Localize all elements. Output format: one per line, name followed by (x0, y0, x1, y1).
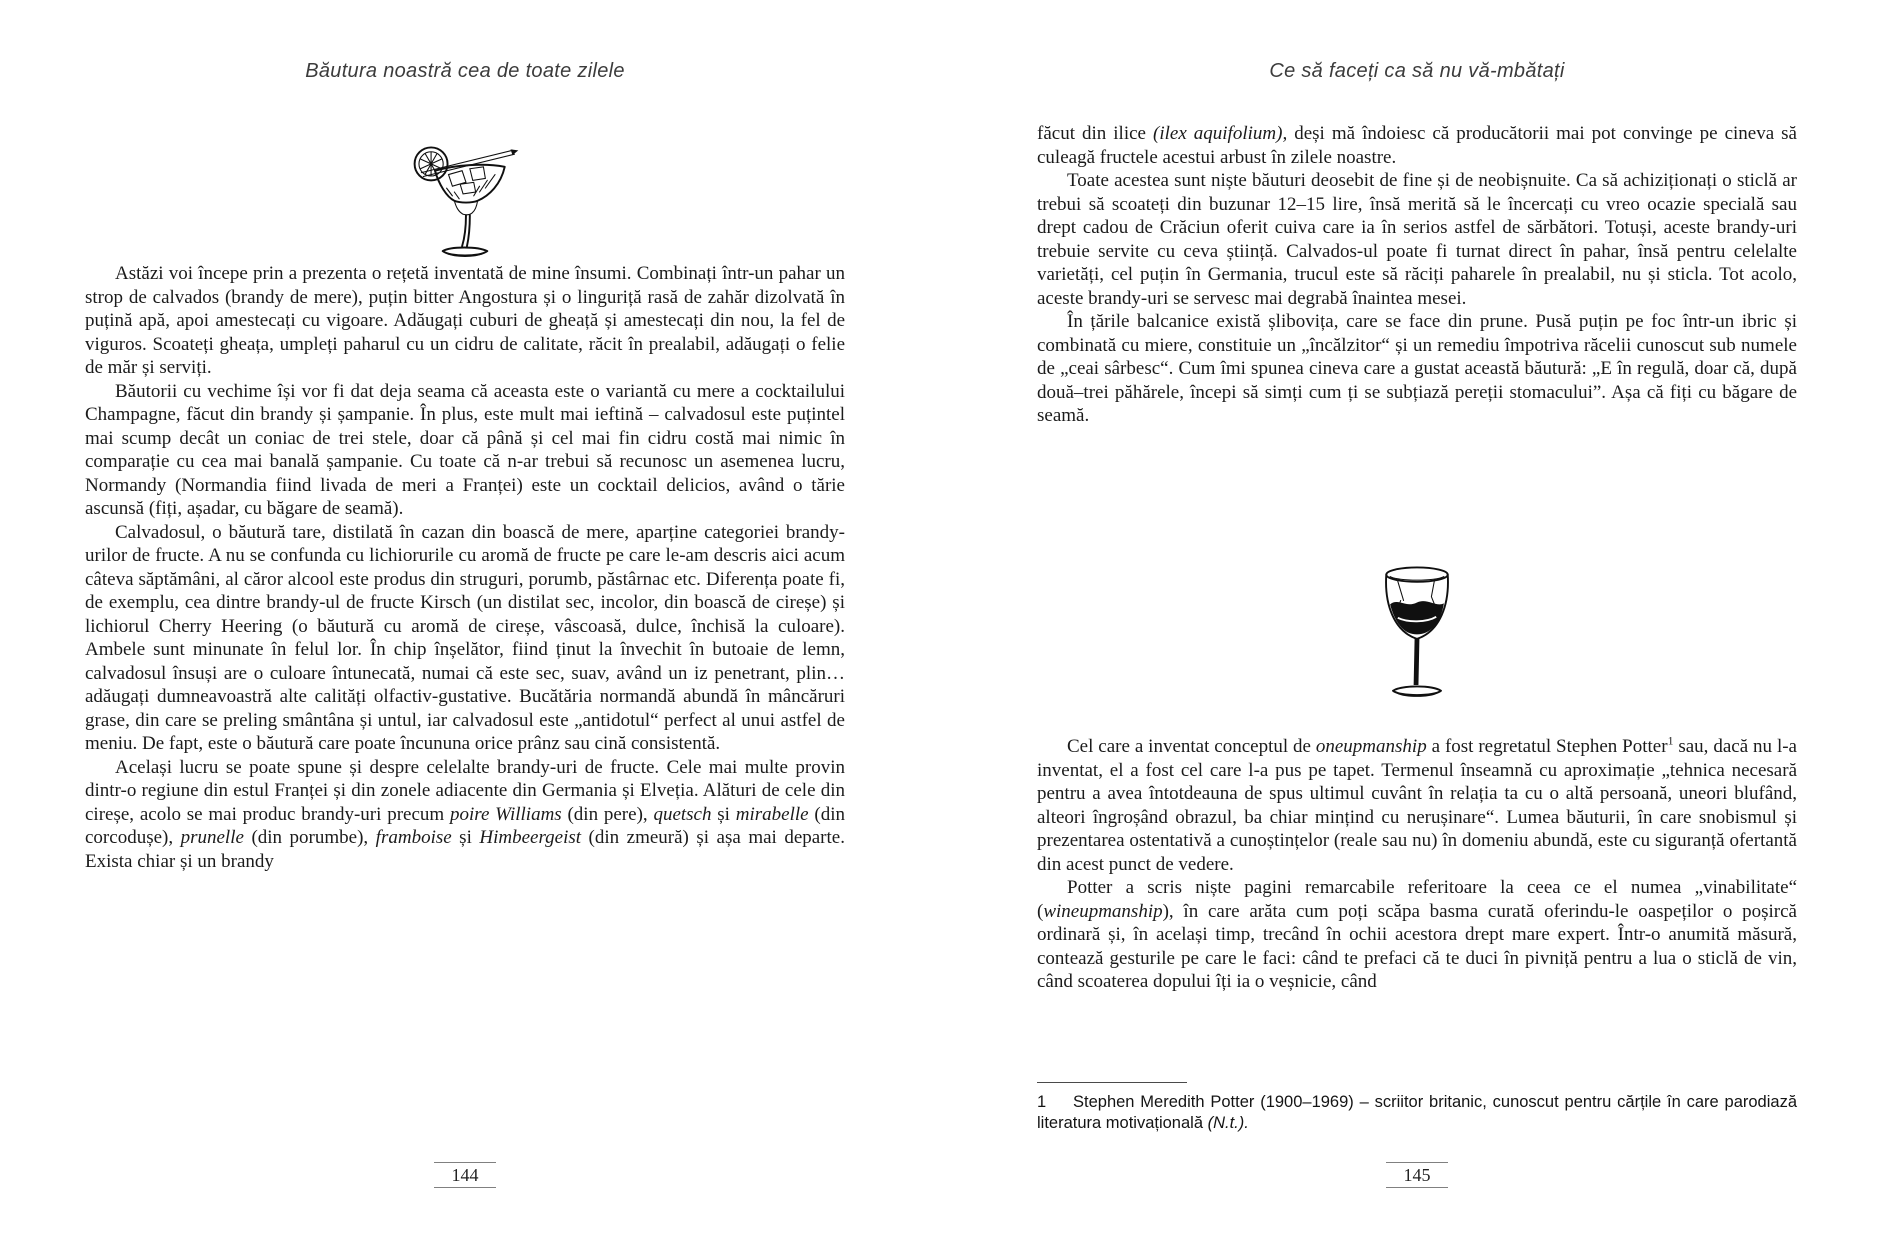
right-body-text-upper (1037, 122, 1797, 428)
paragraph: Potter a scris niște pagini remarcabile referitoare la ceea ce el numea „vinabilitate“ (wineupmanship), în care arăta cum poți scăpa basma curată oferindu-le oaspeților o poșircă ordinară și, în același timp, trecând în ochii acestora drept mare expert. Într-o anumită măsură, contează gesturile pe care le faci: când te prefaci că te duci în pivniță pentru a lua o sticlă de vin, când scoaterea dopului îți ia o veșnicie, când (1037, 877, 1797, 992)
right-page-number: 145 (1403, 1165, 1431, 1185)
right-running-head: Ce să faceți ca să nu vă-mbătați (1269, 60, 1565, 82)
paragraph: Toate acestea sunt niște băuturi deosebit de fine și de neobișnuite. Ca să achiziționați o sticlă ar trebui să scoateți din buzunar 12–15 lire, însă merită să le încercați cu vreo ocazie specială sau drept cadou de Crăciun oferit cuiva care ia în serios astfel de sărbători. Totuși, aceste brandy-uri trebuie servite cu ceva știință. Calvados-ul poate fi turnat direct în pahar, însă pentru celelalte varietăți, cel puțin în Germania, trucul este să răciți paharele în prealabil, nu și sticla. Tot acolo, aceste brandy-uri se servesc mai degrabă înaintea mesei. (1037, 170, 1797, 309)
right-page-footer (1037, 1162, 1797, 1188)
footnote-block (1037, 1082, 1797, 1134)
footnote-marker: 1 (1037, 1093, 1047, 1111)
paragraph: Calvadosul, o băutură tare, distilată în cazan din boască de mere, aparține categoriei brandy-urilor de fructe. A nu se confunda cu lichiorurile cu aromă de fructe pe care le-am descris aici acum câteva săptămâni, al căror alcool este produs din struguri, porumb, păstârnac etc. Diferența poate fi, de exemplu, cea dintre brandy-ul de fructe Kirsch (un distilat sec, incolor, din boască de cireșe) și lichiorul Cherry Heering (o băutură cu aromă de cireșe, vâscoasă, dulce, închisă la culoare). Ambele sunt minunate în felul lor. În chip înșelător, fiind ținut la învechit în butoaie de lemn, calvadosul însuși are o culoare întunecată, numai că este sec, suav, având un iz penetrant, plin… adăugați dumneavoastră alte calități olfactiv-gustative. Bucătăria normandă abundă în mâncăruri grase, din care se preling smântâna și untul, iar calvadosul este „antidotul“ perfect al unui astfel de meniu. De fapt, este o băutură care poate încununa orice prânz sau cină consistentă. (85, 521, 845, 754)
folio-rule-bottom (434, 1187, 496, 1188)
paragraph: Cel care a inventat conceptul de oneupmanship a fost regretatul Stephen Potter$^1$ sau, dacă nu l-a inventat, el a fost cel care l-a pus pe tapet. Termenul înseamnă cu aproximație „tehnica necesară pentru a avea întotdeauna de spus ultimul cuvânt în relația ta cu o altă persoană, uneori blufând, alteori îngroșând obrazul, ba chiar mințind cu nerușinare“. Lumea băuturii, în care snobismul și prezentarea ostentativă a cunoștințelor (reale sau nu) în domeniu abundă, este cu siguranță ofertantă din acest punct de vedere. (1037, 734, 1797, 875)
page-left (85, 0, 845, 1240)
left-running-head: Băutura noastră cea de toate zilele (305, 60, 625, 82)
paragraph: făcut din ilice (ilex aquifolium), deși mă îndoiesc că producătorii mai pot convinge pe cineva să culeagă fructele acestui arbust în zilele noastre. (1037, 123, 1797, 168)
wine-glass-illustration (1037, 558, 1797, 716)
paragraph: Astăzi voi începe prin a prezenta o rețetă inventată de mine însumi. Combinați într-un pahar un strop de calvados (brandy de mere), puțin bitter Angostura și o linguriță rasă de zahăr dizolvată în puțină apă, apoi amestecați cu vigoare. Adăugați cuburi de gheață și amestecați din nou, la fel de viguros. Scoateți gheața, umpleți paharul cu un cidru de calitate, răcit în prealabil, adăugați o felie de măr și serviți. (85, 263, 845, 378)
left-page-number: 144 (451, 1165, 479, 1185)
footnote-body: Stephen Meredith Potter (1900–1969) – scriitor britanic, cunoscut pentru cărțile în care parodiază literatura motivațională (N.t.). (1037, 1093, 1797, 1132)
paragraph: Același lucru se poate spune și despre celelalte brandy-uri de fructe. Cele mai multe provin dintr-o regiune din estul Franței și din zonele adiacente din Germania și Elveția. Alături de cele din cireșe, acolo se mai produc brandy-uri precum poire Williams (din pere), quetsch și mirabelle (din corcodușe), prunelle (din porumbe), framboise și Himbeergeist (din zmeură) și așa mai departe. Exista chiar și un brandy (85, 756, 845, 872)
footnote-separator-rule (1037, 1082, 1187, 1083)
cocktail-glass-illustration (85, 124, 845, 260)
left-page-footer (85, 1162, 845, 1188)
paragraph: Băutorii cu vechime își vor fi dat deja seama că aceasta este o variantă cu mere a cocktailului Champagne, făcut din brandy și șampanie. În plus, este mult mai ieftină – calvadosul este puțintel mai scump decât un coniac de trei stele, doar că până și cel mai fin cidru costă mai nimic în comparație cu cea mai banală șampanie. Cu toate că n-ar trebui să recunosc un asemenea lucru, Normandy (Normandia fiind livada de meri a Franței) este un cocktail delicios, având o tărie ascunsă (fiți, așadar, cu băgare de seamă). (85, 380, 845, 519)
right-body-text-lower (1037, 735, 1797, 994)
folio-rule-bottom (1386, 1187, 1448, 1188)
wine-glass-icon (1369, 558, 1465, 716)
cocktail-glass-icon (402, 124, 528, 260)
paragraph: În țările balcanice există șlibovița, care se face din prune. Pusă puțin pe foc într-un ibric și combinată cu miere, constituie un „încălzitor“ și un remediu împotriva răcelii cunoscut sub numele de „ceai sârbesc“. Cum îmi spunea cineva care a gustat această băutură: „E în regulă, doar că, după două–trei păhărele, începi să simți cum ți se subțiază pereții stomacului”. Așa că fiți cu băgare de seamă. (1037, 311, 1797, 426)
page-right (1037, 0, 1797, 1240)
left-body-text (85, 262, 845, 873)
footnote-text (1037, 1092, 1797, 1134)
